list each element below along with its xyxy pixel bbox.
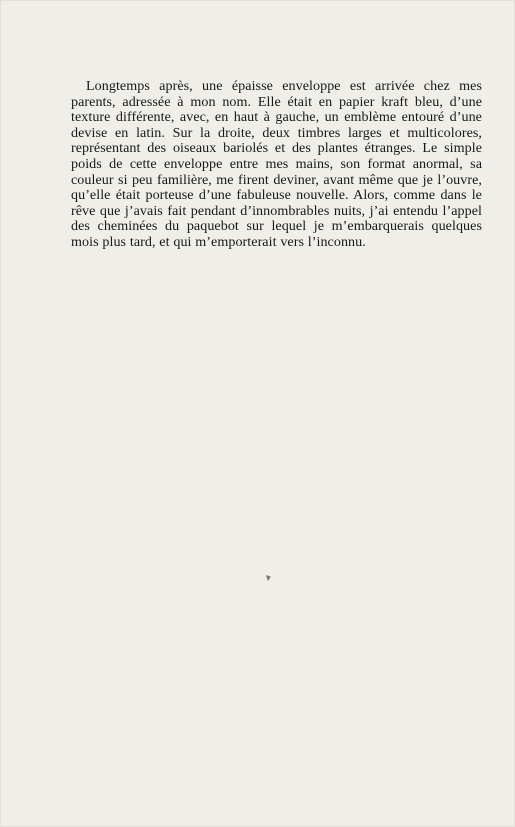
body-paragraph: Longtemps après, une épaisse enveloppe est arrivée chez mes parents, adressée à mon nom. Elle était en papier kraft bleu, d’une texture différente, avec, en haut à gauche, un emblème entouré d’une devise en latin. Sur la droite, deux timbres larges et multicolores, représentant des oiseaux bariolés et des plantes étranges. Le simple poids de cette enveloppe entre mes mains, son format anormal, sa couleur si peu familière, me firent deviner, avant même que je l’ouvre, qu’elle était porteuse d’une fabuleuse nouvelle. Alors, comme dans le rêve que j’avais fait pendant d’innombrables nuits, j’ai entendu l’appel des cheminées du paquebot sur lequel je m’embarquerais quelques mois plus tard, et qui m’emporterait vers l’inconnu. <box>71 78 482 250</box>
paper-speck-icon <box>266 575 271 581</box>
